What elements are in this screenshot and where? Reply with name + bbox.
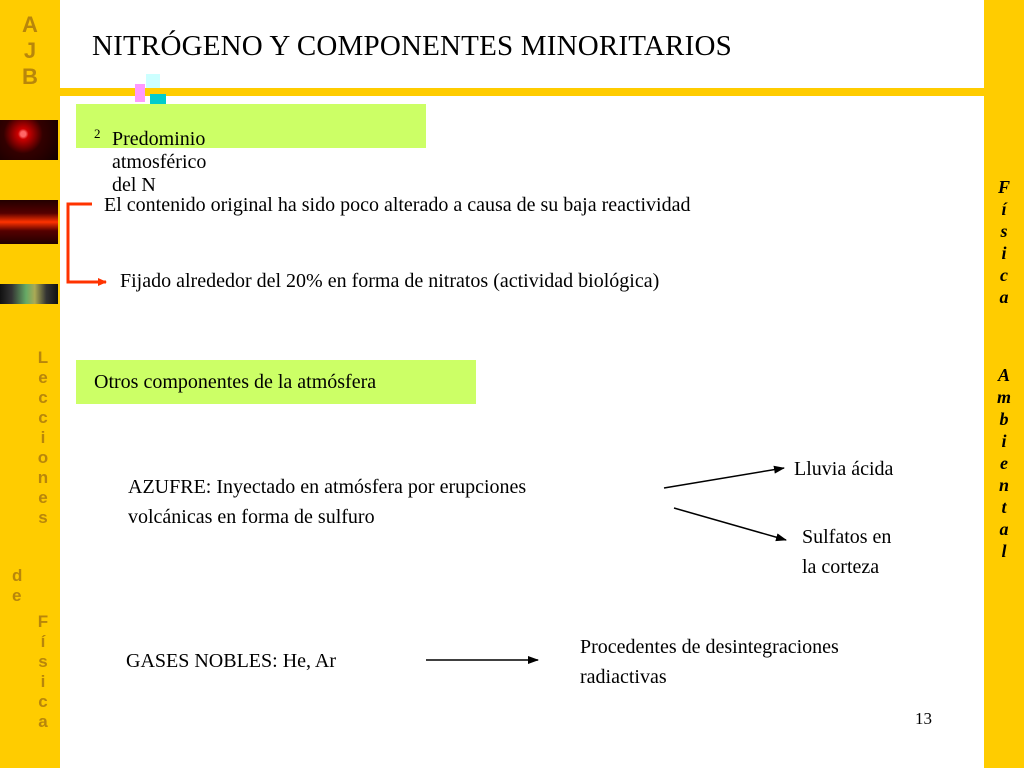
procedentes-text: Procedentes de desintegraciones radiactivas <box>580 636 839 688</box>
lecciones-vertical-text: L e c c i o n e s <box>37 348 49 527</box>
bracket-arrow <box>68 204 106 282</box>
reactividad-text: El contenido original ha sido poco alterado a causa de su baja reactividad <box>104 194 691 216</box>
page-number: 13 <box>915 709 932 728</box>
azufre-text: AZUFRE: Inyectado en atmósfera por erupciones volcánicas en forma de sulfuro <box>128 476 527 528</box>
gases-nobles-text: GASES NOBLES: He, Ar <box>126 650 337 672</box>
fisica-left-vertical-text: F í s i c a <box>37 612 49 731</box>
ambiental-right-vertical-text: A m b i e n t a l <box>996 365 1011 561</box>
arrow-to-sulfatos <box>674 508 786 540</box>
lluvia-acida-text: Lluvia ácida <box>794 458 894 480</box>
ajb-logo: A J B <box>22 12 38 89</box>
predominio-label: Predominio atmosférico del N $_2$ <box>94 126 207 196</box>
sulfatos-text: Sulfatos en la corteza <box>802 526 892 578</box>
otros-componentes-label: Otros componentes de la atmósfera <box>94 371 377 393</box>
fisica-right-vertical-text: F í s i c a <box>997 177 1010 307</box>
nitratos-text: Fijado alrededor del 20% en forma de nitratos (actividad biológica) <box>120 270 660 292</box>
de-vertical-text: d e <box>12 566 23 605</box>
arrow-to-lluvia <box>664 468 784 488</box>
slide-title: NITRÓGENO Y COMPONENTES MINORITARIOS <box>92 30 732 62</box>
